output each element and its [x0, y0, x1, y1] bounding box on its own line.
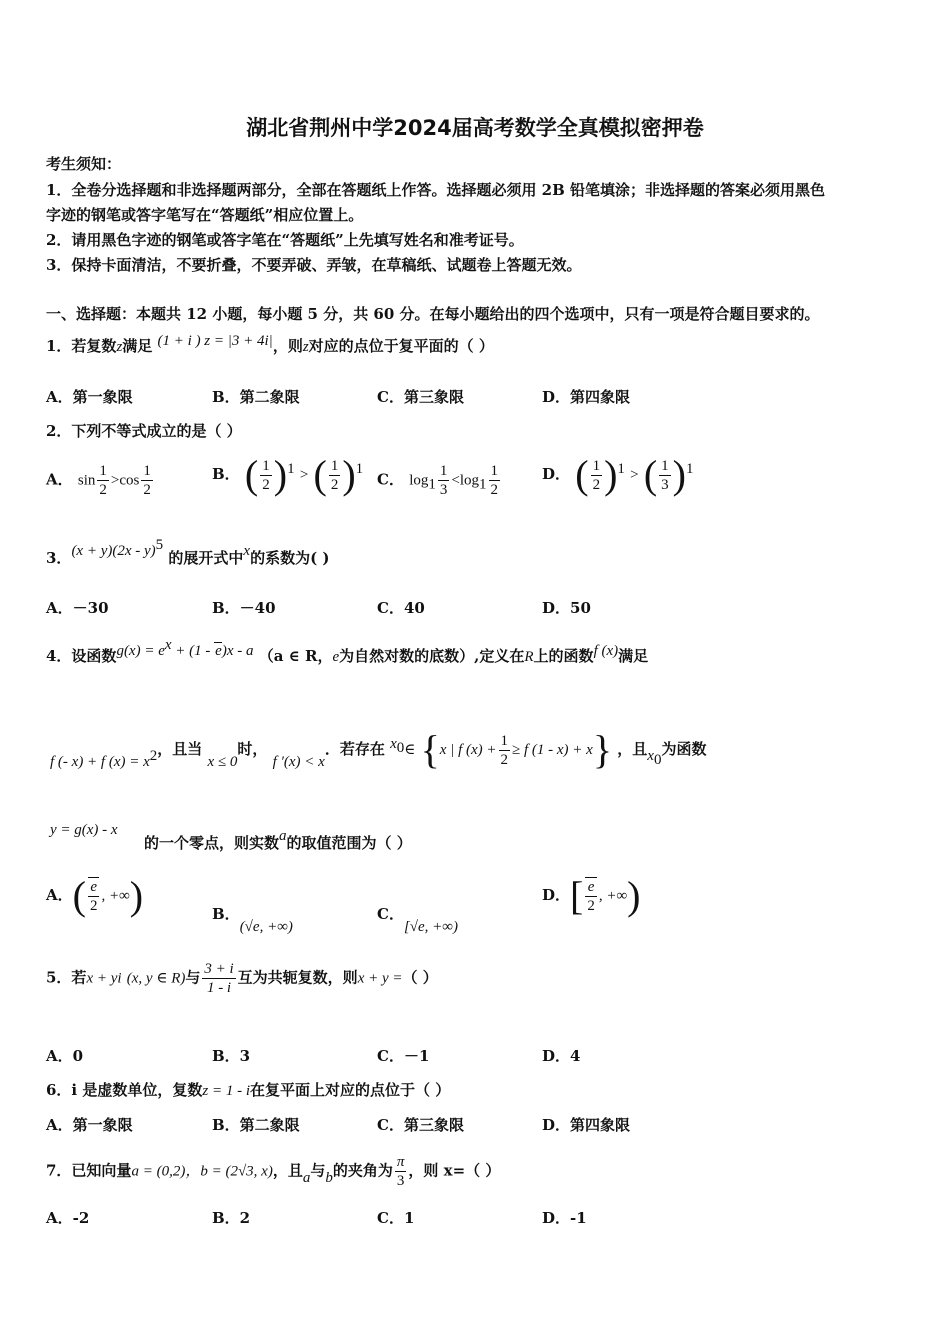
q7-option-a[interactable]: A．-2 — [46, 1209, 90, 1227]
q2-option-b[interactable]: B． ( $\frac{1}{2}$ )$^1$ > ( $\frac{1}{2}$ )$^1$ — [212, 452, 364, 497]
question-5: 5．若x + yi (x, y ∈ R)与 $\frac{3 + i}{1 - i}$ 互为共轭复数，则x + y =（ ） — [46, 961, 438, 996]
q6-option-d[interactable]: D．第四象限 — [542, 1116, 631, 1134]
q3-option-b[interactable]: B．－40 — [212, 599, 276, 617]
q1-option-a[interactable]: A．第一象限 — [46, 388, 133, 406]
notice-heading: 考生须知： — [46, 155, 122, 173]
q7-option-d[interactable]: D．-1 — [542, 1209, 587, 1227]
q2-option-c[interactable]: C． $\log_1$ $\frac{1}{3}$ $<\log_1$ $\frac{1}{2}$ — [377, 463, 498, 498]
q6-option-a[interactable]: A．第一象限 — [46, 1116, 133, 1134]
q3-option-a[interactable]: A．－30 — [46, 599, 109, 617]
q4-option-a[interactable]: A．( $\frac{e}{2}$ , +∞) — [46, 873, 144, 918]
question-1: 1．若复数z满足 (1 + i ) z = |3 + 4i|，则z对应的点位于复平面的（ ） — [46, 333, 494, 355]
q4-option-c[interactable]: C．[√e, +∞) — [377, 905, 458, 935]
q5-option-d[interactable]: D．4 — [542, 1047, 581, 1065]
question-4-line2: f (- x) + f $(x) = x^2$，且当 x ≤ 0时， f ′(x) < x．若存在 $x_0\in$ {x | f (x) + $\frac{1}{2}$ ≥ f (1 - x) + x} ，且$x_0$为函数 — [50, 727, 707, 772]
q1-option-b[interactable]: B．第二象限 — [212, 388, 300, 406]
notice-item: 字迹的钢笔或答字笔写在“答题纸”相应位置上。 — [46, 206, 364, 224]
notice-item: 2．请用黑色字迹的钢笔或答字笔在“答题纸”上先填写姓名和准考证号。 — [46, 231, 524, 249]
notice-item: 3．保持卡面清洁，不要折叠，不要弄破、弄皱，在草稿纸、试题卷上答题无效。 — [46, 256, 582, 274]
q3-option-c[interactable]: C．40 — [377, 599, 425, 617]
q6-option-b[interactable]: B．第二象限 — [212, 1116, 300, 1134]
q1-option-c[interactable]: C．第三象限 — [377, 388, 464, 406]
q4-option-b[interactable]: B．(√e, +∞) — [212, 905, 293, 935]
q7-option-c[interactable]: C．1 — [377, 1209, 415, 1227]
q1-option-d[interactable]: D．第四象限 — [542, 388, 631, 406]
q4-option-d[interactable]: D．[ $\frac{e}{2}$ , +∞) — [542, 873, 641, 918]
q3-option-d[interactable]: D．50 — [542, 599, 591, 617]
q2-option-d[interactable]: D． ( $\frac{1}{2}$ )$^1$ > ( $\frac{1}{3}$ )$^1$ — [542, 452, 694, 497]
q2-option-a[interactable]: A． sin $\frac{1}{2}$ >cos $\frac{1}{2}$ — [46, 463, 151, 498]
section-heading: 一、选择题：本题共 12 小题，每小题 5 分，共 60 分。在每小题给出的四个选项中，只有一项是符合题目要求的。 — [46, 305, 820, 323]
q5-option-a[interactable]: A．0 — [46, 1047, 84, 1065]
question-3: 3．(x + y)(2x - y)$^5$ 的展开式中x的系数为( ) — [46, 537, 330, 567]
question-4-line1: 4．设函数$g(x) = e^x + (1 - e)x - a$ （a ∈ R，e为自然对数的底数）,定义在R上的函数f (x)满足 — [46, 637, 649, 665]
q6-option-c[interactable]: C．第三象限 — [377, 1116, 464, 1134]
question-4-line3: y = g(x) - x — [50, 822, 118, 838]
question-6: 6．i 是虚数单位，复数z = 1 - i在复平面上对应的点位于（ ） — [46, 1081, 451, 1099]
notice-item: 1．全卷分选择题和非选择题两部分，全部在答题纸上作答。选择题必须用 2B 铅笔填涂；非选择题的答案必须用黑色 — [46, 181, 826, 199]
question-2: 2．下列不等式成立的是（ ） — [46, 422, 242, 440]
q5-option-c[interactable]: C．－1 — [377, 1047, 430, 1065]
question-7: 7．已知向量a = (0,2)，b = (2√3, x)，且a与b的夹角为 $\frac{\pi}{3}$ ，则 x=（ ） — [46, 1154, 501, 1189]
q5-option-b[interactable]: B．3 — [212, 1047, 251, 1065]
page-title: 湖北省荆州中学2024届高考数学全真模拟密押卷 — [246, 116, 704, 140]
q7-option-b[interactable]: B．2 — [212, 1209, 251, 1227]
question-4-line3-text: 的一个零点，则实数a的取值范围为（ ） — [144, 828, 412, 852]
